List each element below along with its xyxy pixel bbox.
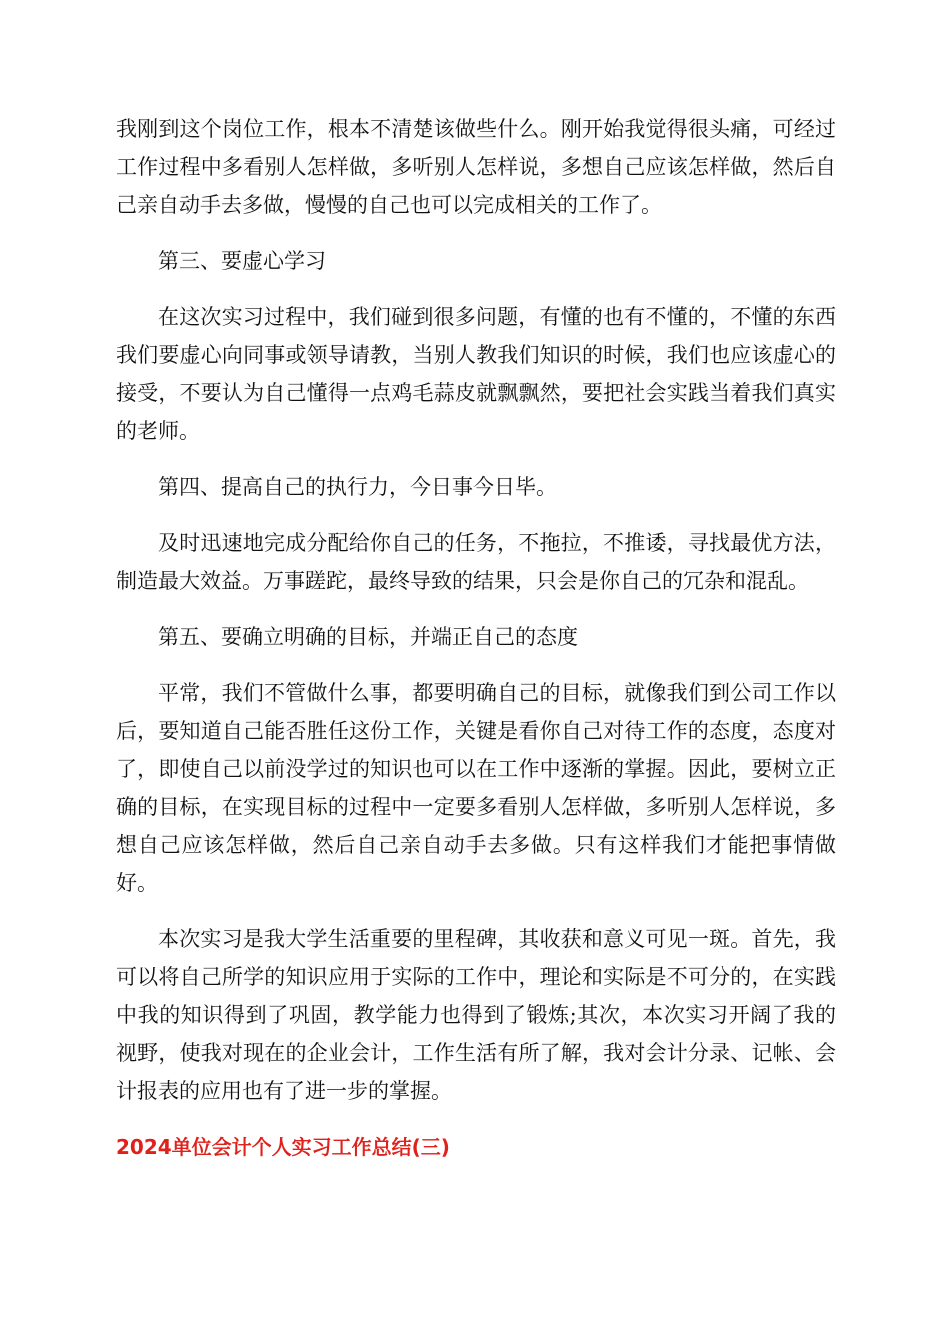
- paragraph-summary: 本次实习是我大学生活重要的里程碑，其收获和意义可见一斑。首先，我可以将自己所学的知识应用于实际的工作中，理论和实际是不可分的，在实践中我的知识得到了巩固，教学能力也得到了锻炼;其次，本次实习开阔了我的视野，使我对现在的企业会计，工作生活有所了解，我对会计分录、记帐、会计报表的应用也有了进一步的掌握。: [116, 927, 836, 1103]
- heading-point-five: 第五、要确立明确的目标，并端正自己的态度: [158, 625, 578, 649]
- heading-point-four: 第四、提高自己的执行力，今日事今日毕。: [158, 475, 557, 499]
- paragraph-execution: 及时迅速地完成分配给你自己的任务，不拖拉，不推诿，寻找最优方法，制造最大效益。万事蹉跎，最终导致的结果，只会是你自己的冗杂和混乱。: [116, 531, 836, 593]
- paragraph-humble-learning: 在这次实习过程中，我们碰到很多问题，有懂的也有不懂的，不懂的东西我们要虚心向同事或领导请教，当别人教我们知识的时候，我们也应该虚心的接受，不要认为自己懂得一点鸡毛蒜皮就飘飘然，要把社会实践当着我们真实的老师。: [116, 305, 836, 443]
- document-body: [116, 110, 836, 1166]
- heading-point-three: 第三、要虚心学习: [158, 249, 326, 273]
- paragraph-goals: 平常，我们不管做什么事，都要明确自己的目标，就像我们到公司工作以后，要知道自己能否胜任这份工作，关键是看你自己对待工作的态度，态度对了，即使自己以前没学过的知识也可以在工作中逐渐的掌握。因此，要树立正确的目标，在实现目标的过程中一定要多看别人怎样做，多听别人怎样说，多想自己应该怎样做，然后自己亲自动手去多做。只有这样我们才能把事情做好。: [116, 681, 836, 895]
- section-title: 2024单位会计个人实习工作总结(三): [116, 1135, 450, 1159]
- paragraph-continued: 我刚到这个岗位工作，根本不清楚该做些什么。刚开始我觉得很头痛，可经过工作过程中多看别人怎样做，多听别人怎样说，多想自己应该怎样做，然后自己亲自动手去多做，慢慢的自己也可以完成相关的工作了。: [116, 117, 836, 217]
